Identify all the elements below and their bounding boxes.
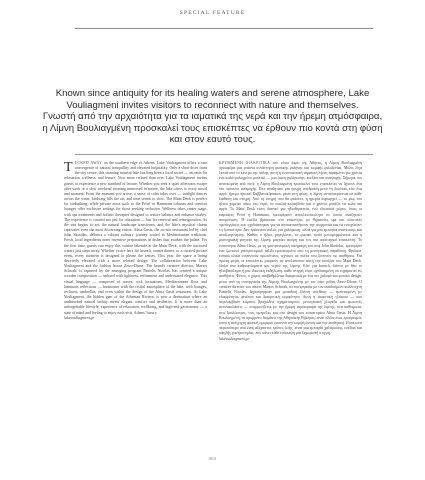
drop-cap: T bbox=[64, 160, 73, 175]
intro-block bbox=[40, 88, 385, 146]
section-label: SPECIAL FEATURE bbox=[179, 10, 246, 16]
intro-divider bbox=[75, 154, 373, 155]
greek-body: στο νότιο άκρο της Αθήνας, η Λίμνη Βουλιαγμένη προσφέρει μια σπάνια συνάντηση φυσικής γαλήνης και κομψής φιλοξενίας. Μόλις λίγα λεπτά από το κέντρο της πόλης, αυτή η εντυπωσιακή ιαματική λίμνη παραμένει για χρόνια ένα καλά φυλαγμένο μυστικό — μια όαση χαλάρωσης, ευεξίας και αναψυχής. Σήμερα, πιο ανανεωμένη από ποτέ, η Λίμνη Βουλιαγμένη προσκαλεί τους επισκέπτες να ζήσουν ένα νέο πρότυπο αναψυχής. Είτε αναζητάτε μια ήσυχη απόδραση μετά τη δουλειά, είτε ένα αργό, ήρεμο πρωινό Σαββατοκύριακου μέσα στη φύση, η λίμνη ανταποκρίνεται σε κάθε διάθεση και στιγμή. Από τη στιγμή που θα φτάσετε, η ηρεμία κυριαρχεί — το φως του ήλιου χορεύει πάνω στο νερό, τα πουλιά κελαηδούν και ο χρόνος μοιάζει να κυλά πιο αργά. Το Main Deck είναι ιδανικό για ηλιοθεραπεία, ενώ ιδιωτικοί χώροι, όπως οι καμπάνες Privé ή Hammam, προσφέρουν αποκλειστικότητα σε όσους αναζητούν απομόνωση. Η ευεξία βρίσκεται στο επίκεντρο, με θεραπείες spa και ολιστικές προσεγγίσεις που σχεδιάστηκαν για να αποκαταστήσουν την ισορροπία και να ενισχύσουν τη ζωτικότητα. Δεν πρόκειται απλώς για χαλάρωση, αλλά για μια εμπειρία ανανέωσης και αναζωογόνησης. Καθώς ο ήλιος χαμηλώνει, το φυσικό τοπίο μεταμορφώνεται και η μυστηριακή γοητεία της λίμνης μαγεύει ακόμη και τον πιο απαιτητικό επισκέπτη. Το εστιατόριο Alma Oasis, με τη γαστρονομική υπογραφή του σεφ John Skotidas, προσφέρει ένα ζωντανό γαστρονομικό ταξίδι εμπνευσμένο από τη μεσογειακή παράδοση. Φρέσκα, τοπικά υλικά συναντούν πρωτότυπες τεχνικές σε πιάτα που ξυπνούν τις αισθήσεις. Για πρώτη φορά, οι επισκέπτες μπορούν να απολαύσουν αυτή την κουζίνα στο Main Deck, δίπλα στα καθρεφτίσματα του νερού της λίμνης. Είτε για brunch, δείπνο με θέα το ηλιοβασίλεμα ή μια ιδιωτική εκδήλωση, κάθε στιγμή είναι σχεδιασμένη να ευχαριστεί τις αισθήσεις. Φέτος, ο χώρος αναβαθμίζεται διακριτικά με ένα πιο χαλαρό και φυσικό design, μέσα από τη συνεργασία της Λίμνης Βουλιαγμένης με τον οίκο μόδας Zeus+Dione. Ο creative director του οίκου, Marios Schwab, σε συνεργασία με τον αναδυόμενο καλλιτέχνη Pantelis Nicolas, δημιούργησαν μια μοναδική ξύλινη σύνθεση — εμποτισμένη με ελαφρότητα, φινέτσα και διακριτική κομψότητα. Αυτή η εικαστική γλώσσα — που περιλαμβάνει κύματα, βραχώδεις σχηματισμούς, μεσογειακή χλωρίδα και φωτεινές αντανακλάσεις — εναρμονίζεται με την ήρεμη ατμόσφαιρα της λίμνης, στα καθίσματα, στις ξαπλώστρες, στις ομπρέλες και στο design του εστιατορίου Alma Oasis. Η Λίμνη Βουλιαγμένη, το κρυμμένο διαμάντι της Αθηναϊκής Ριβιέρας, είναι πλέον ένας προορισμός όπου η ανέγγιχτη φυσική ομορφιά συναντά την κομψή άνεση και την αισθητική. Είναι κάτι περισσότερο από ένας αξέχαστος τρόπος ζωής· είναι μια εμπειρία χαλάρωσης, ευεξίας και υψηλής γαστρονομίας, που κάνει κάθε επίσκεψη μια ξεχωριστή στιγμή. bbox=[219, 161, 362, 336]
english-body-paragraph bbox=[64, 161, 207, 316]
page-number: 063 bbox=[208, 456, 217, 461]
intro-greek: Γνωστή από την αρχαιότητα για τα ιαματικά της νερά και την ήρεμη ατμόσφαιρα, η Λίμνη Βουλιαγμένη προσκαλεί τους επισκέπτες να έρθουν πιο κοντά στη φύση και στον εαυτό τους. bbox=[42, 111, 383, 146]
greek-website-link[interactable]: lakevouliagmeni.gr bbox=[219, 336, 250, 341]
english-lead: UCKED AWAY bbox=[74, 161, 103, 165]
greek-column bbox=[219, 161, 362, 342]
greek-lead: ΚΡΥΜΜΕΝΗ ΔΙΑΚΡΙΤΙΚΑ bbox=[219, 161, 271, 165]
english-column bbox=[64, 161, 207, 321]
english-body: on the southern edge of Athens, Lake Vouliagmeni offers a rare convergence of natural tranquillity and elevated hospitality. Only a short drive from the city centre, this stunning mineral lake has long been a local secret — an oasis for relaxation, wellness, and leisure. Now more refined than ever, Lake Vouliagmeni invites guests to experience a new standard of leisure. Whether you seek a quiet afternoon escape after work or a slow weekend morning immersed in nature, the lake caters to every mood and moment. From the moment you arrive, a sense of calm takes over — sunlight dances across the water, birdsong fills the air, and time seems to slow. The Main Deck is perfect for sunbathing, while private areas such as the Privé or Hammam cabanas and comfort lounges offer exclusive settings for those seeking seclusion. Wellness takes center stage, with spa treatments and holistic therapies designed to restore balance and enhance vitality. The experience is curated not just for relaxation — but for renewal and reinvigoration. As the sun begins to set, the natural landscape transforms, and the lake's mystical charm captivates even the most discerning visitor. Alma Oasis, the on-site restaurant led by chef John Skotidas, delivers a vibrant culinary journey rooted in Mediterranean traditions. Fresh, local ingredients meet inventive preparations in dishes that awaken the palate. For the first time, guests can enjoy this cuisine lakeside at the Main Deck, with the mirrored waters just steps away. Whether you're here for brunch, sunset dinner, or a curated private event, every moment is designed to please the senses. This year, the space is being discreetly elevated with a more relaxed design. The collaboration between Lake Vouliagmeni and the fashion house Zeus+Dione. The brand's creative director, Marios Schwab, is captured by the emerging program Pantelis Nicolas, has created a unique wooden composition — imbued with lightness, refinement and understated elegance. This visual language — composed of waves, rock formations, Mediterranean flora, and luminous reflections — harmonize with the restful atmosphere of the lake, with lounges, recliners, umbrellas, and even within the design of the Alma Oasis restaurant. At Lake Vouliagmeni, the hidden gem of the Athenian Riviera, is now a destination where an undisturbed natural beauty meets elegant comfort and aesthetics. It is more than an unforgettable lifestyle; experience of relaxation, wellbeing, and high-end gastronomy — a state of mind and feeling to enjoy each visit, Athens' luxury. bbox=[64, 161, 207, 315]
greek-body-paragraph bbox=[219, 161, 362, 336]
english-website-link[interactable]: lakevouliagmeni.gr bbox=[64, 315, 95, 320]
top-divider bbox=[75, 28, 373, 29]
intro-english: Known since antiquity for its healing waters and serene atmosphere, Lake Vouliagmeni invites visitors to reconnect with nature and themselves. bbox=[55, 88, 370, 111]
